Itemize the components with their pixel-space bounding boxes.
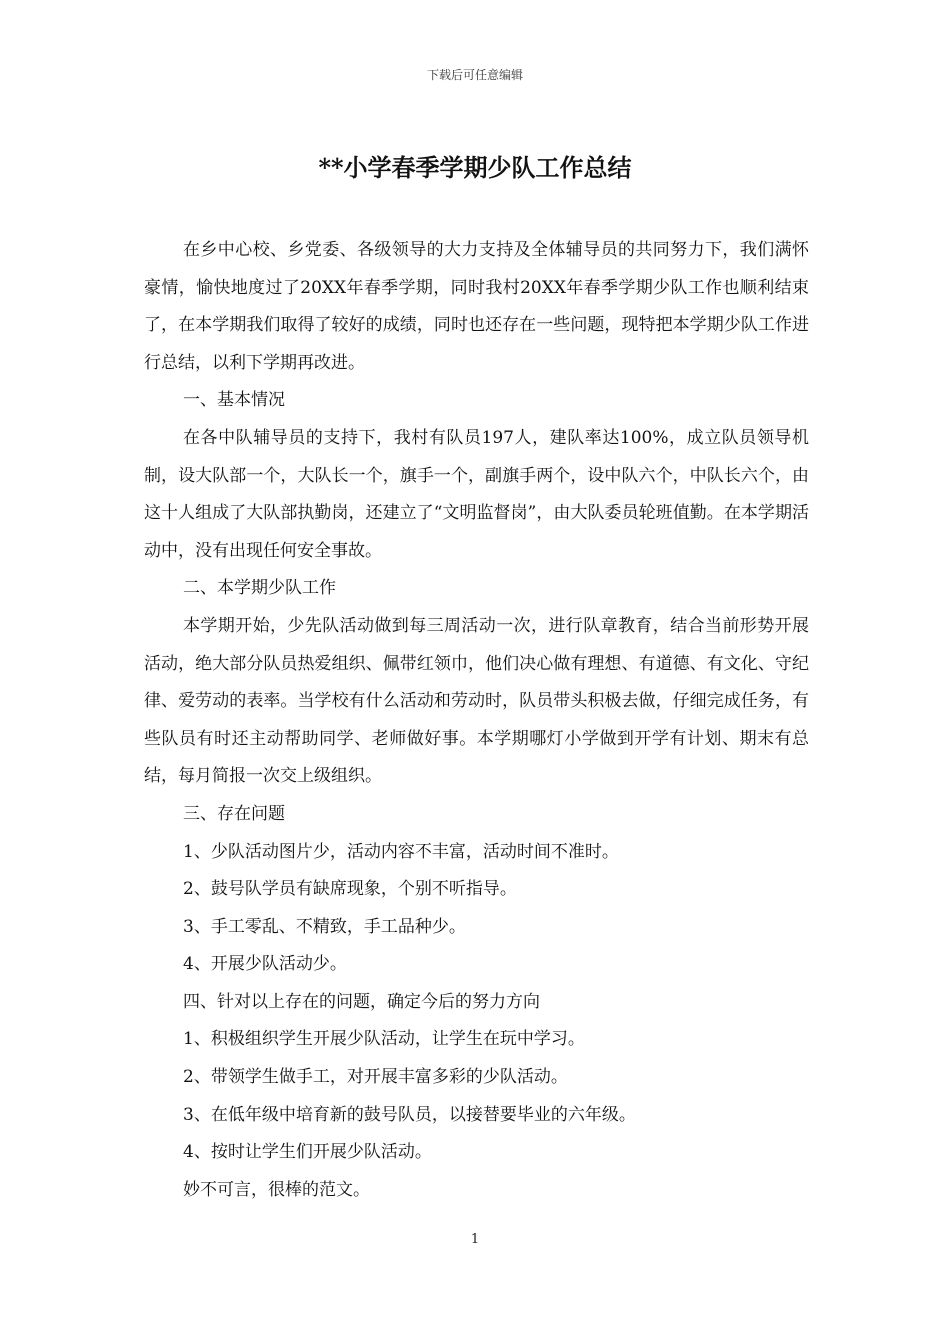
document-title: **小学春季学期少队工作总结 [318,153,632,182]
paragraph-intro: 在乡中心校、乡党委、各级领导的大力支持及全体辅导员的共同努力下，我们满怀豪情，愉快地度过了20XX年春季学期，同时我村20XX年春季学期少队工作也顺利结束了，在本学期我们取得了较好的成绩，同时也还存在一些问题，现特把本学期少队工作进行总结，以利下学期再改进。 [144,240,809,373]
list-item-direction-1: 1、积极组织学生开展少队活动，让学生在玩中学习。 [183,1029,585,1050]
page-number: 1 [470,1232,480,1247]
list-item-direction-2: 2、带领学生做手工，对开展丰富多彩的少队活动。 [183,1067,568,1088]
section-heading-work: 二、本学期少队工作 [183,578,336,599]
paragraph-work: 本学期开始，少先队活动做到每三周活动一次，进行队章教育，结合当前形势开展活动，绝大部分队员热爱组织、佩带红领巾，他们决心做有理想、有道德、有文化、守纪律、爱劳动的表率。当学校有什么活动和劳动时，队员带头积极去做，仔细完成任务，有些队员有时还主动帮助同学、老师做好事。本学期哪灯小学做到开学有计划、期末有总结，每月简报一次交上级组织。 [144,615,809,787]
section-heading-direction: 四、针对以上存在的问题，确定今后的努力方向 [183,991,540,1012]
list-item-direction-4: 4、按时让学生们开展少队活动。 [183,1142,432,1163]
paragraph-basic: 在各中队辅导员的支持下，我村有队员197人，建队率达100%，成立队员领导机制，设大队部一个，大队长一个，旗手一个，副旗手两个，设中队六个，中队长六个，由这十人组成了大队部执勤岗，还建立了“文明监督岗”，由大队委员轮班值勤。在本学期活动中，没有出现任何安全事故。 [144,427,809,561]
header-note: 下载后可任意编辑 [426,68,523,82]
closing-remark: 妙不可言，很棒的范文。 [183,1179,370,1200]
list-item-problem-1: 1、少队活动图片少，活动内容不丰富，活动时间不准时。 [183,841,619,862]
list-item-problem-4: 4、开展少队活动少。 [183,954,347,975]
list-item-problem-2: 2、鼓号队学员有缺席现象，个别不听指导。 [183,879,517,900]
section-heading-problems: 三、存在问题 [183,803,285,824]
document-body [144,232,809,1209]
section-heading-basic: 一、基本情况 [183,390,285,411]
list-item-problem-3: 3、手工零乱、不精致，手工品种少。 [183,916,466,937]
list-item-direction-3: 3、在低年级中培育新的鼓号队员，以接替要毕业的六年级。 [183,1104,636,1125]
